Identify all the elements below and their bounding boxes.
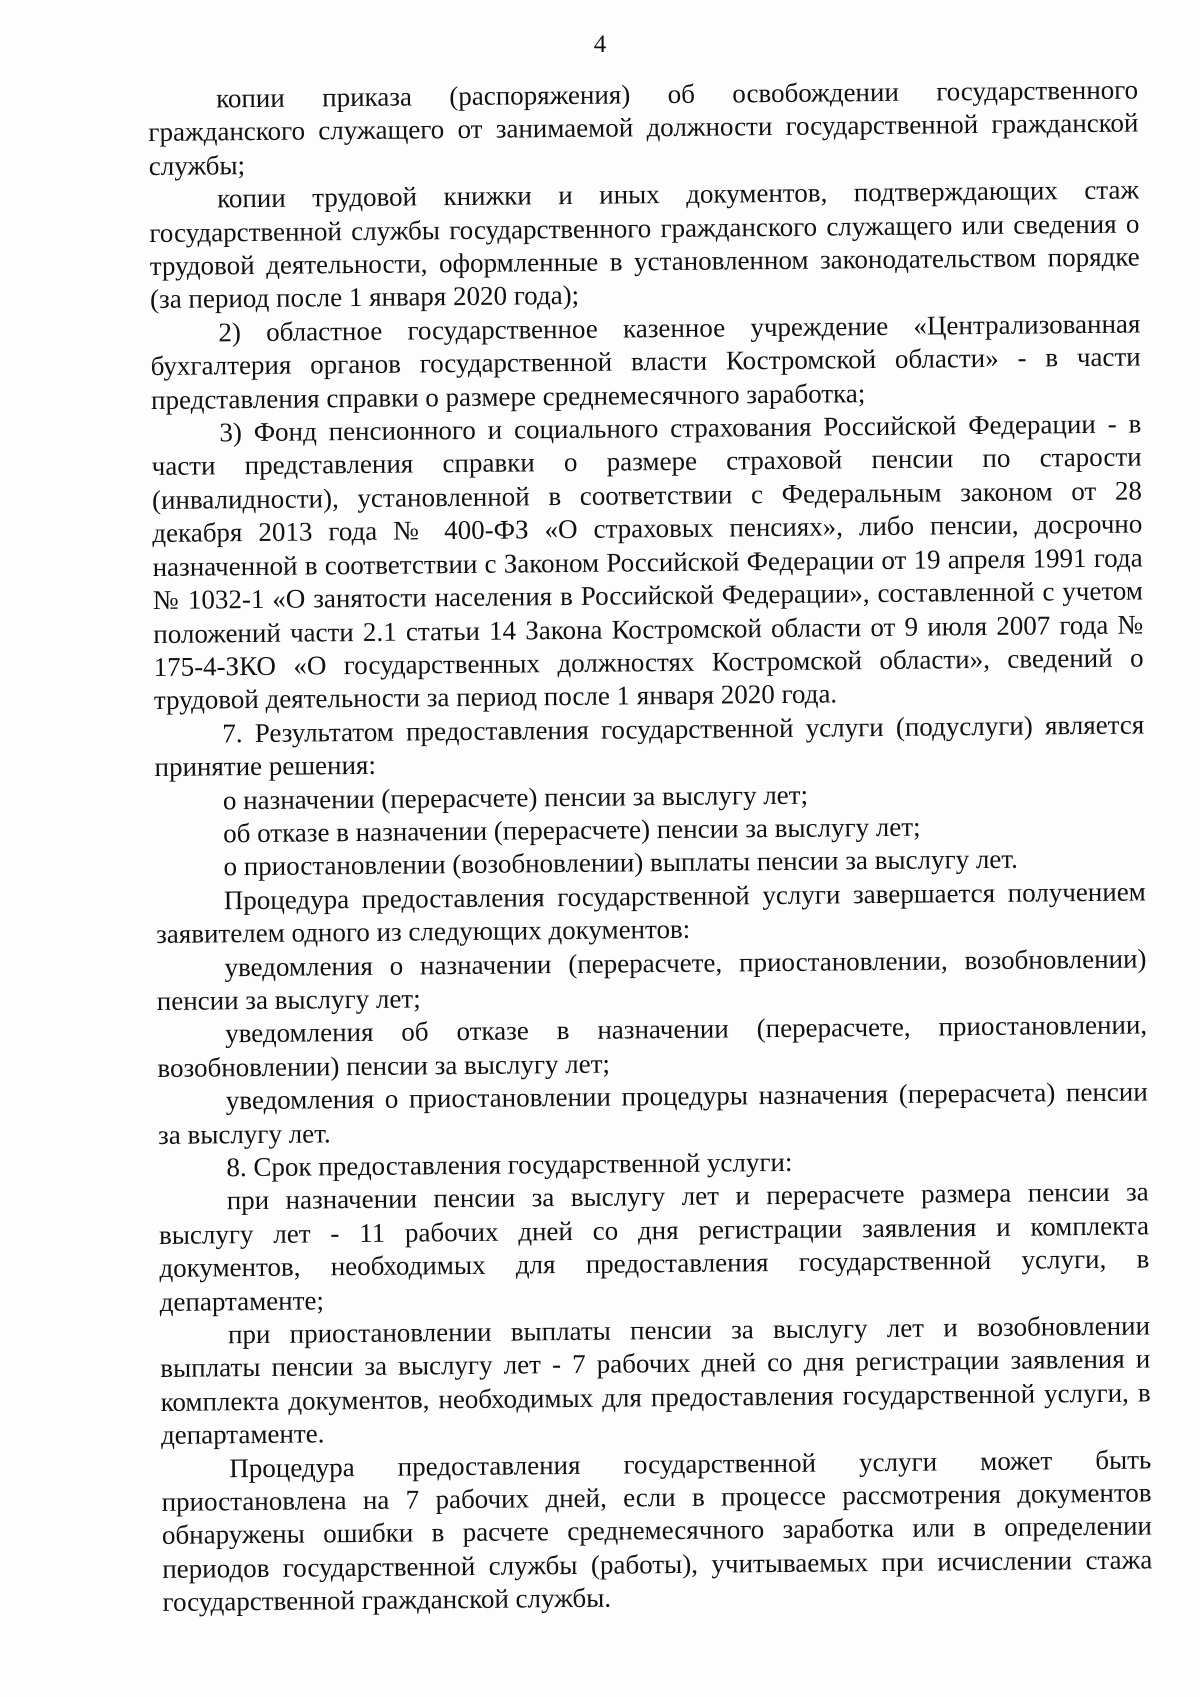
paragraph-decision-refusal: об отказе в назначении (перерасчете) пенсии за выслугу лет; (223, 811, 921, 849)
paragraph-term-suspension: при приостановлении выплаты пенсии за выслугу лет и возобновлении выплаты пенсии за выслугу лет - 7 рабочих дней со дня регистрации заявления и комплекта документов, необходимых для предоставления государственной услуги, в департаменте. (160, 1310, 1151, 1451)
paragraph-section-7: 7. Результатом предоставления государственной услуги (подуслуги) является принятие решения: (154, 709, 1145, 783)
document-body (148, 73, 1153, 1619)
paragraph-decision-assignment: о назначении (перерасчете) пенсии за выслугу лет; (222, 779, 809, 815)
paragraph-notice-suspension: уведомления о приостановлении процедуры назначения (перерасчета) пенсии за выслугу лет. (157, 1076, 1148, 1150)
paragraph-decision-suspension: о приостановлении (возобновлении) выплаты пенсии за выслугу лет. (223, 844, 1018, 882)
paragraph-notice-refusal: уведомления об отказе в назначении (перерасчете, приостановлении, возобновлении) пенсии за выслугу лет; (157, 1009, 1148, 1083)
paragraph-section-8: 8. Срок предоставления государственной услуги: (226, 1146, 793, 1183)
paragraph-workbook-copies: копии трудовой книжки и иных документов, подтверждающих стаж государственной службы государственного гражданского служащего или сведения о трудовой деятельности, оформленные в установленном законодательством порядке (за период после 1 января 2020 года); (149, 174, 1140, 315)
page-number: 4 (593, 31, 607, 58)
paragraph-notice-assignment: уведомления о назначении (перерасчете, приостановлении, возобновлении) пенсии за выслугу лет; (156, 943, 1147, 1016)
paragraph-item-2: 2) областное государственное казенное учреждение «Централизованная бухгалтерия органов государственной власти Костромской области» - в части представления справки о размере среднемесячного заработка; (150, 308, 1141, 415)
paragraph-order-copies: копии приказа (распоряжения) об освобождении государственного гражданского служащего от занимаемой должности государственной гражданской службы; (148, 74, 1139, 181)
paragraph-item-3: 3) Фонд пенсионного и социального страхования Российской Федерации - в части представления справки о размере страховой пенсии по старости (инвалидности), установленной в соответствии с Федеральным законом от 28 декабря 2013 года № 400-ФЗ «О страховых пенсиях», либо пенсии, досрочно назначенной в соответствии с Законом Российской Федерации от 19 апреля 1991 года № 1032-1 «О занятости населения в Российской Федерации», составленной с учетом положений части 2.1 статьи 14 Закона Костромской области от 9 июля 2007 года № 175-4-ЗКО «О государственных должностях Костромской области», сведений о трудовой деятельности за период после 1 января 2020 года. (151, 408, 1144, 716)
paragraph-term-assignment: при назначении пенсии за выслугу лет и перерасчете размера пенсии за выслугу лет - 11 рабочих дней со дня регистрации заявления и комплекта документов, необходимых для предоставления государственной услуги, в департаменте; (158, 1176, 1150, 1317)
paragraph-procedure-pause: Процедура предоставления государственной услуги может быть приостановлена на 7 рабочих дней, если в процессе рассмотрения документов обнаружены ошибки в расчете среднемесячного заработка или в определении периодов государственной службы (работы), учитываемых при исчислении стажа государственной гражданской службы. (161, 1444, 1153, 1618)
paragraph-procedure-completion: Процедура предоставления государственной услуги завершается получением заявителем одного из следующих документов: (156, 876, 1146, 950)
